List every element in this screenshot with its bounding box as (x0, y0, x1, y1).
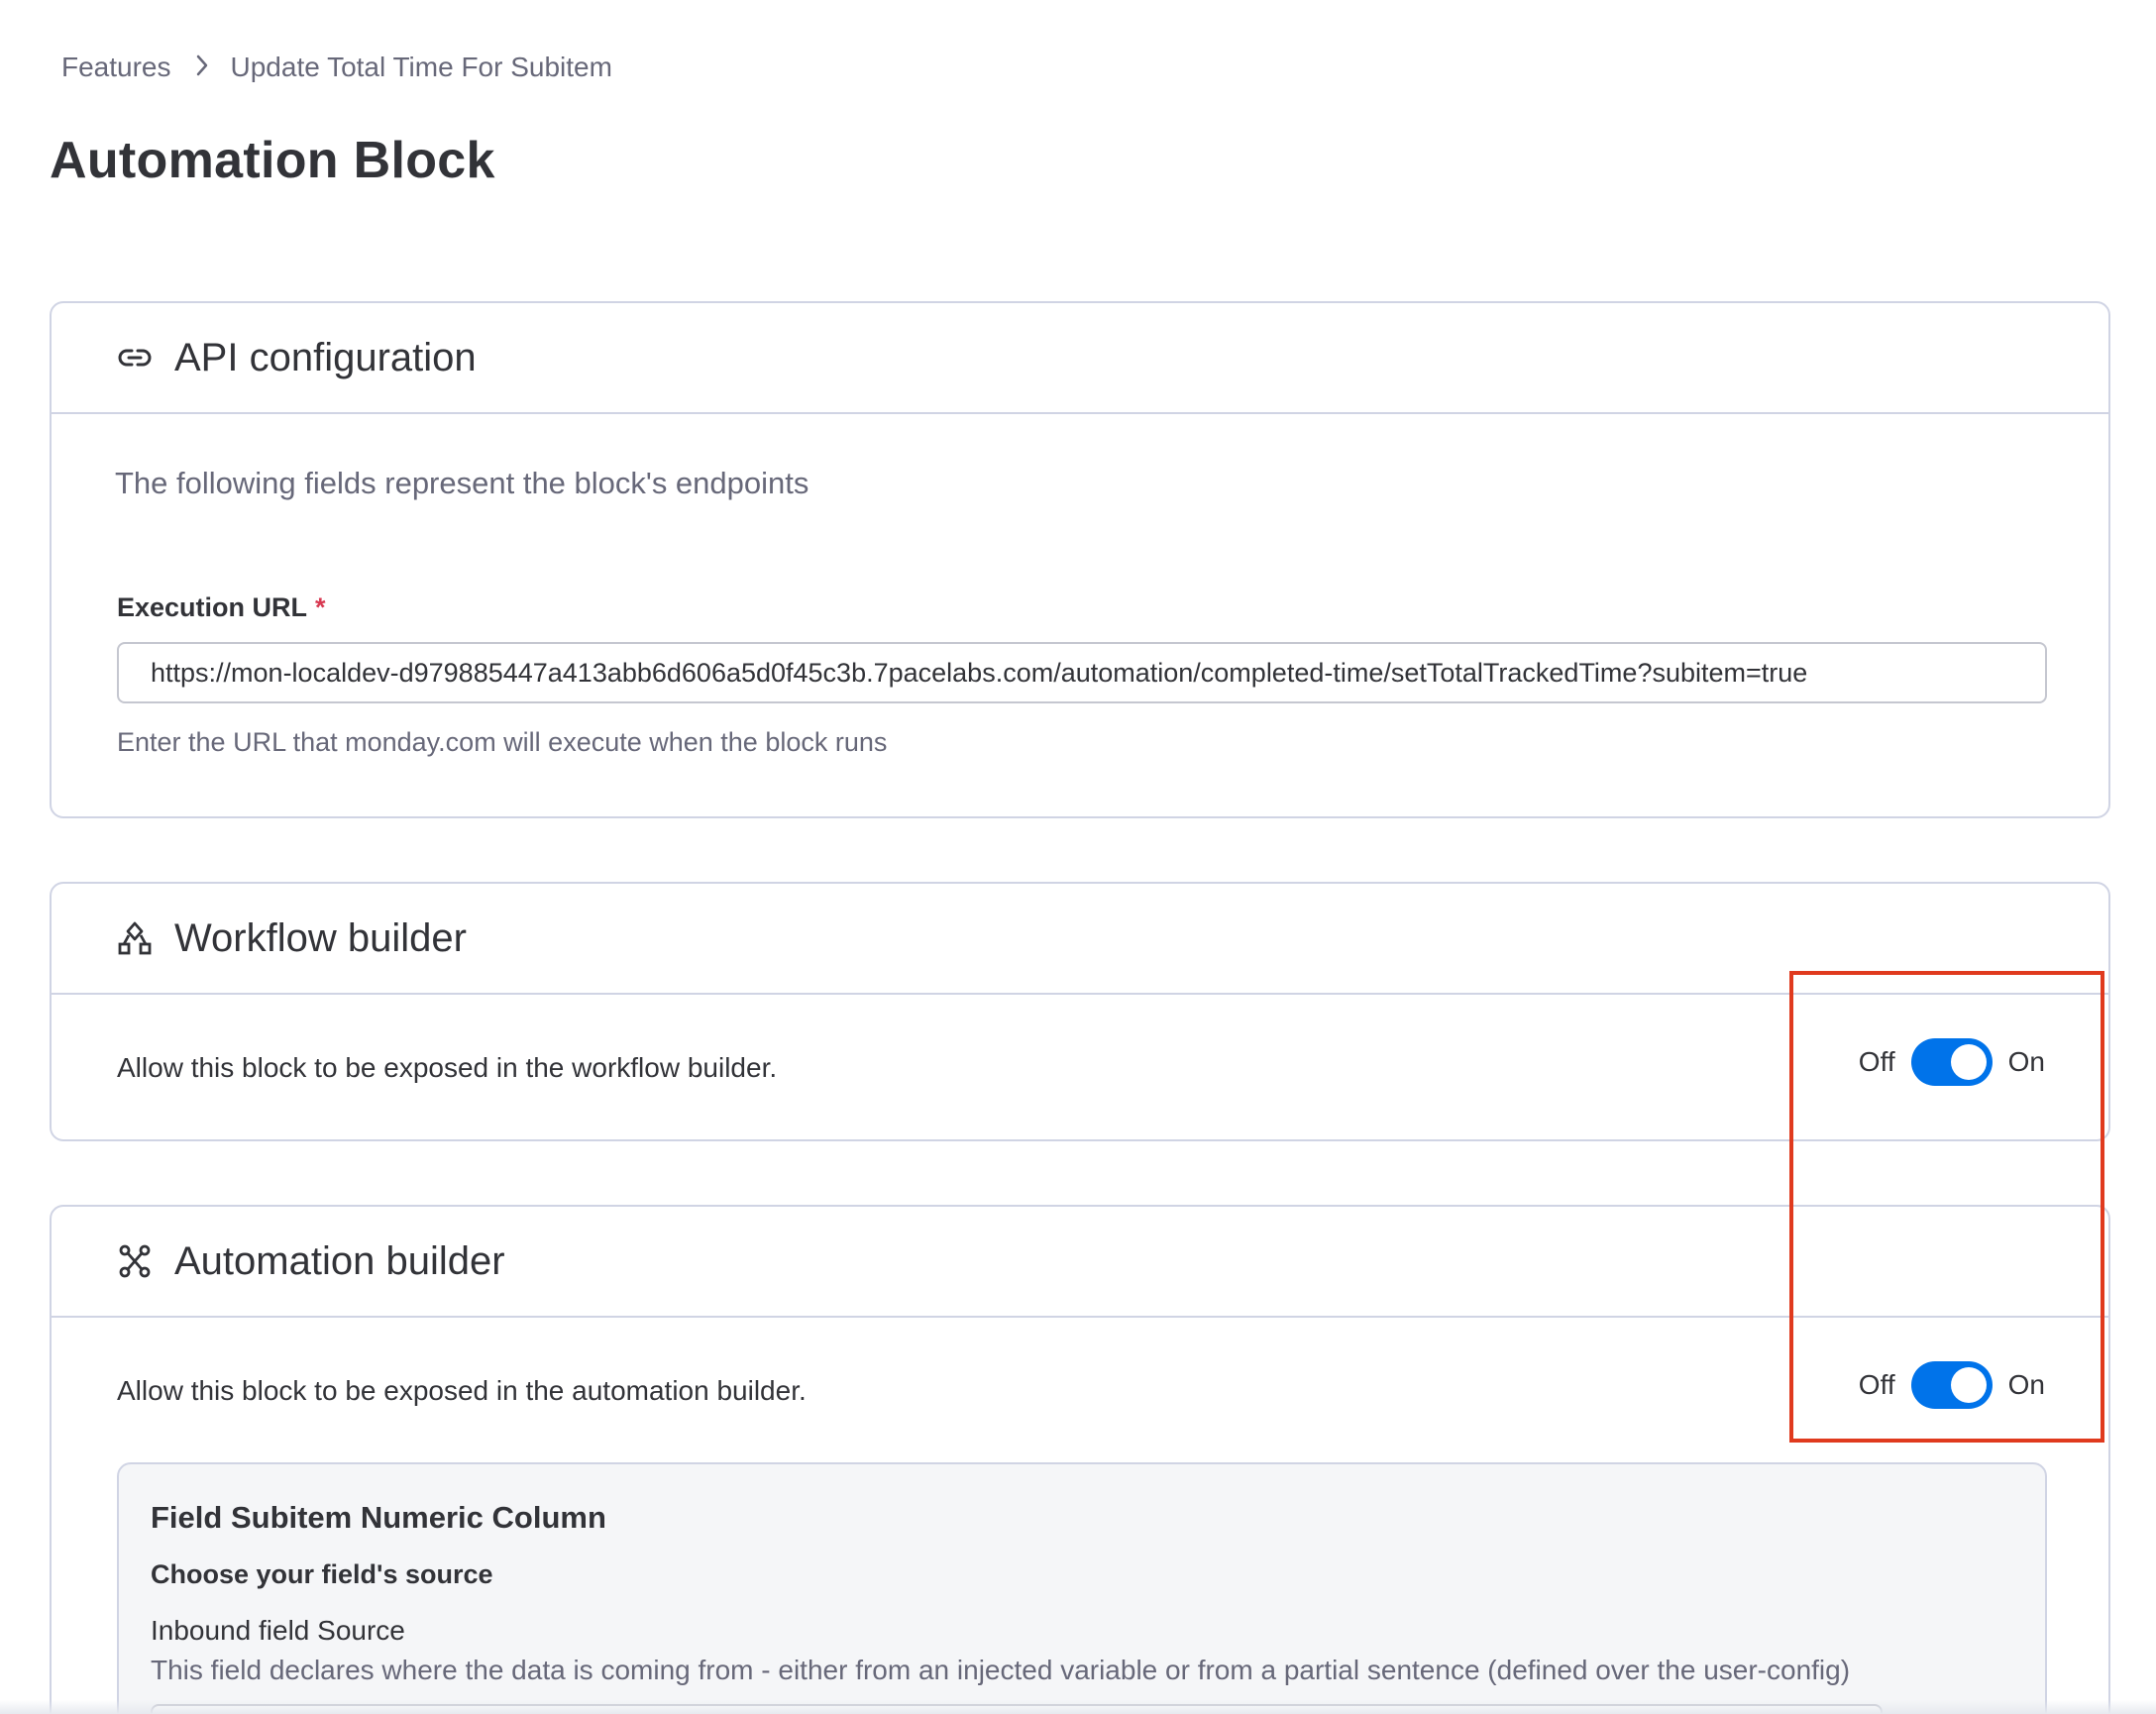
workflow-builder-title: Workflow builder (174, 915, 467, 960)
automation-builder-card (50, 1205, 2110, 1714)
toggle-on-label: On (2007, 1369, 2045, 1400)
automation-builder-title: Automation builder (174, 1238, 505, 1283)
toggle-knob (1951, 1044, 1987, 1080)
scroll-fade (0, 1700, 2156, 1714)
execution-url-hint: Enter the URL that monday.com will execute when the block runs (117, 727, 888, 757)
automation-icon (115, 1241, 155, 1281)
workflow-builder-toggle[interactable] (1911, 1038, 1993, 1086)
breadcrumb-features[interactable]: Features (61, 52, 171, 82)
toggle-off-label: Off (1858, 1046, 1895, 1077)
chevron-right-icon (195, 52, 209, 83)
field-source-heading: Choose your field's source (151, 1559, 493, 1589)
inbound-field-source-description: This field declares where the data is coming from - either from an injected variable or from a partial sentence (defined over the user-config) (151, 1655, 1851, 1685)
field-config-panel (117, 1462, 2047, 1714)
execution-url-label (117, 592, 326, 623)
api-configuration-title: API configuration (174, 335, 477, 379)
workflow-builder-card (50, 882, 2110, 1141)
api-configuration-header (52, 303, 2108, 414)
api-configuration-card (50, 301, 2110, 818)
execution-url-input[interactable] (117, 642, 2047, 703)
breadcrumb (61, 52, 612, 83)
page-title: Automation Block (50, 132, 495, 189)
workflow-builder-toggle-group (1859, 1038, 2045, 1086)
toggle-off-label: Off (1858, 1369, 1895, 1400)
field-title: Field Subitem Numeric Column (151, 1500, 606, 1535)
toggle-on-label: On (2007, 1046, 2045, 1077)
required-asterisk: * (315, 592, 326, 622)
api-configuration-description: The following fields represent the block's endpoints (115, 466, 809, 500)
workflow-builder-description: Allow this block to be exposed in the workflow builder. (117, 1052, 778, 1083)
workflow-builder-header (52, 884, 2108, 995)
automation-builder-header (52, 1207, 2108, 1318)
breadcrumb-current: Update Total Time For Subitem (230, 52, 612, 82)
inbound-field-source-label: Inbound field Source (151, 1615, 405, 1646)
execution-url-label-text: Execution URL (117, 592, 308, 622)
toggle-knob (1951, 1367, 1987, 1403)
automation-builder-toggle-group (1859, 1361, 2045, 1409)
workflow-icon (115, 918, 155, 958)
automation-builder-toggle[interactable] (1911, 1361, 1993, 1409)
automation-builder-description: Allow this block to be exposed in the automation builder. (117, 1375, 807, 1406)
link-icon (115, 338, 155, 377)
